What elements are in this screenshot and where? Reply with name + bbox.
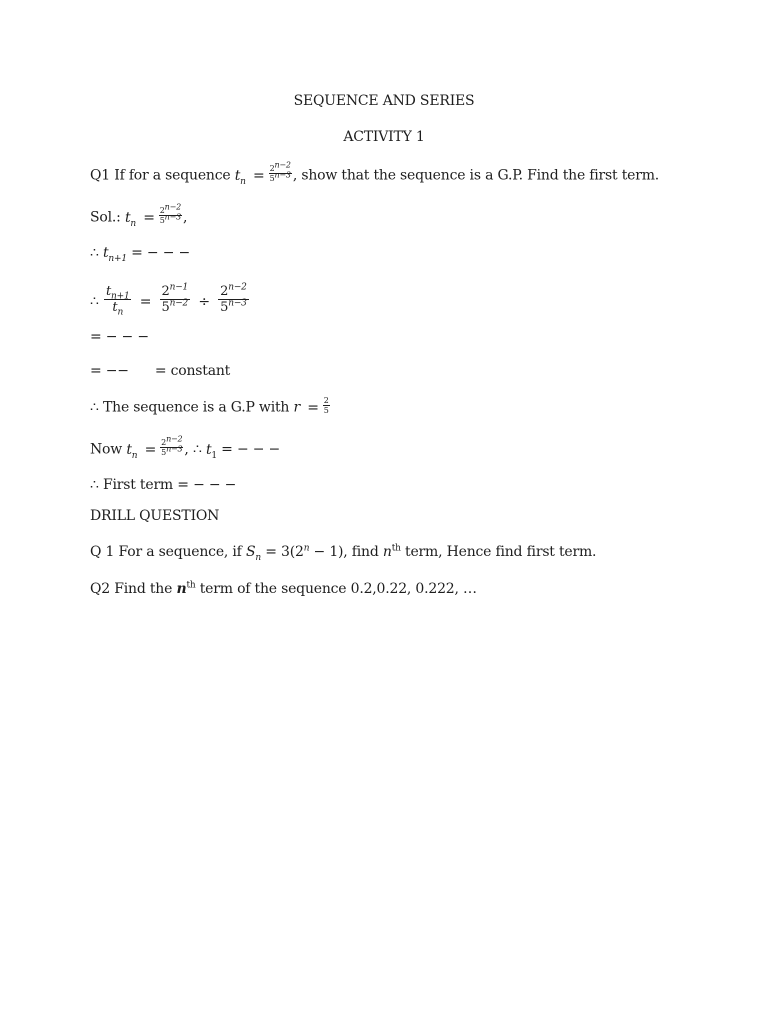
blank: = −− — [90, 363, 129, 379]
math-variable: $t_1$ — [205, 441, 217, 461]
solution-label: Sol.: — [90, 209, 121, 226]
activity-heading: ACTIVITY 1 — [343, 129, 425, 145]
blank: − − − — [193, 477, 237, 493]
nth: $n^{th}$ — [382, 543, 401, 560]
therefore-symbol: ∴ — [90, 245, 99, 261]
math-variable: $t_n$ — [234, 167, 246, 187]
fraction: $\frac{2^{n-1}}{5^{n-2}}$ — [161, 282, 189, 315]
blank: = − − − — [221, 441, 281, 458]
therefore-symbol: ∴ — [90, 477, 99, 493]
fraction: $\frac{2^{n-2}}{5^{n-3}}$ — [159, 202, 182, 225]
step-constant — [90, 362, 230, 380]
math-variable: $t_n$ — [124, 209, 136, 229]
math-variable: $S_n$ — [245, 544, 261, 563]
drill-question-1: Q 1 For a sequence, if $S_n = 3(2^n - 1)$, find $n^{th}$ term, Hence find first term. — [90, 543, 597, 563]
question-text: If for a sequence — [114, 167, 231, 184]
question-label: Q1 — [90, 167, 110, 184]
fraction: $\frac{2^{n-2}}{5^{n-3}}$ — [269, 160, 291, 183]
ratio-fraction: $\frac{t_{n+1}}{t_n}$ — [105, 284, 130, 318]
constant-text: = constant — [154, 363, 231, 379]
nth: $n^{th}$ — [176, 580, 196, 597]
drill-heading: DRILL QUESTION — [90, 508, 220, 524]
blank: = − − − — [131, 245, 191, 261]
step-gp-ratio: ∴ The sequence is a G.P with r = $\frac{2}{5}$ — [90, 396, 329, 416]
fraction: $\frac{2^{n-2}}{5^{n-3}}$ — [220, 282, 247, 315]
step-tn-plus-1 — [90, 244, 190, 262]
question-1: Q1 If for a sequence $t_n$ = $\frac{2^{n-2}}{5^{n-3}}$ , show that the sequence is a G.P. Find the first term. — [90, 160, 660, 187]
question-label: Q2 — [90, 581, 110, 597]
drill-question-2: Q2 Find the $n^{th}$ term of the sequence 0.2,0.22, 0.222, … — [90, 580, 477, 597]
fraction: $\frac{2^{n-2}}{5^{n-3}}$ — [161, 434, 183, 457]
step-ratio: ∴ $\frac{t_{n+1}}{t_n}$ = $\frac{2^{n-1}}{5^{n-2}}$ ÷ $\frac{2^{n-2}}{5^{n-3}}$ — [90, 282, 247, 318]
question-label: Q 1 — [90, 544, 115, 560]
step-blank: = − − − — [90, 329, 149, 345]
step-first-term: ∴ First term = − − − — [90, 477, 237, 493]
question-text-end: , show that the sequence is a G.P. Find the first term. — [292, 167, 660, 184]
math-variable: $t_n$ — [126, 441, 138, 461]
solution-line: Sol.: $t_n$ = $\frac{2^{n-2}}{5^{n-3}}$ , — [90, 202, 188, 229]
therefore-symbol: ∴ — [192, 441, 202, 458]
math-variable: $t_{n+1}$ — [102, 245, 127, 264]
step-first-term-calc: Now $t_n$ = $\frac{2^{n-2}}{5^{n-3}}$ , ∴ $t_1$ = − − − — [90, 434, 281, 461]
fraction: $\frac{2}{5}$ — [323, 396, 329, 415]
therefore-symbol: ∴ — [90, 399, 99, 416]
document-title: SEQUENCE AND SERIES — [293, 93, 475, 109]
therefore-symbol: ∴ — [90, 293, 99, 310]
